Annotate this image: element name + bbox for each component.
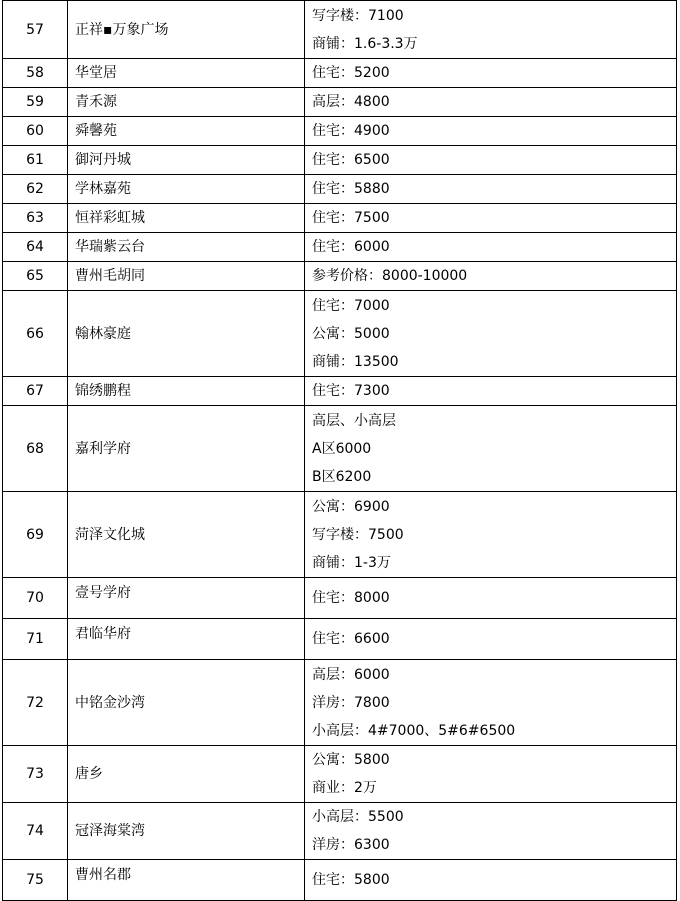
- price-cell: [305, 746, 677, 803]
- table-row: [3, 291, 677, 377]
- price-line: 住宅：8000: [312, 590, 390, 606]
- row-number: 60: [3, 117, 68, 146]
- project-name: 曹州毛胡同: [68, 262, 305, 291]
- row-number: 57: [3, 1, 68, 59]
- row-number: 70: [3, 578, 68, 619]
- row-number: 62: [3, 175, 68, 204]
- project-name: 唐乡: [68, 746, 305, 803]
- table-row: [3, 578, 677, 619]
- row-number: 69: [3, 492, 68, 578]
- price-line: 写字楼：7100: [312, 7, 404, 24]
- row-number: 59: [3, 88, 68, 117]
- price-line: 高层：4800: [312, 94, 390, 110]
- price-cell: [305, 117, 677, 146]
- price-cell: [305, 291, 677, 377]
- price-cell: [305, 204, 677, 233]
- price-cell: [305, 492, 677, 578]
- row-number: 67: [3, 377, 68, 406]
- price-line: 住宅：7500: [312, 210, 390, 226]
- project-name: 翰林豪庭: [68, 291, 305, 377]
- price-line: 洋房：6300: [312, 837, 390, 853]
- price-cell: [305, 406, 677, 492]
- project-name: 华瑞紫云台: [68, 233, 305, 262]
- project-name: 正祥▪万象广场: [68, 1, 305, 59]
- table-row: [3, 746, 677, 803]
- price-cell: [305, 860, 677, 901]
- price-line: 住宅：5880: [312, 181, 390, 197]
- row-number: 65: [3, 262, 68, 291]
- table-row: [3, 175, 677, 204]
- table-row: [3, 88, 677, 117]
- price-line: 参考价格：8000-10000: [312, 268, 468, 284]
- price-cell: [305, 175, 677, 204]
- price-line: 住宅：7000: [312, 297, 390, 314]
- price-line: 住宅：4900: [312, 123, 390, 139]
- table-row: [3, 233, 677, 262]
- row-number: 61: [3, 146, 68, 175]
- project-name: 锦绣鹏程: [68, 377, 305, 406]
- project-name: 青禾源: [68, 88, 305, 117]
- price-line: 公寓：6900: [312, 498, 390, 515]
- price-cell: [305, 660, 677, 746]
- price-line: 住宅：6000: [312, 239, 390, 255]
- price-line: 洋房：7800: [312, 694, 390, 711]
- price-line: B区6200: [312, 468, 372, 485]
- price-cell: [305, 233, 677, 262]
- table-row: [3, 660, 677, 746]
- row-number: 72: [3, 660, 68, 746]
- price-line: 小高层：5500: [312, 809, 404, 825]
- table-row: [3, 860, 677, 901]
- project-name: 嘉利学府: [68, 406, 305, 492]
- project-name: 御河丹城: [68, 146, 305, 175]
- price-line: 商铺：1-3万: [312, 554, 391, 571]
- price-cell: [305, 803, 677, 860]
- project-name: 壹号学府: [68, 578, 305, 619]
- price-line: 小高层：4#7000、5#6#6500: [312, 722, 516, 739]
- price-cell: [305, 146, 677, 175]
- project-name: 曹州名郡: [68, 860, 305, 901]
- project-name: 恒祥彩虹城: [68, 204, 305, 233]
- project-name: 华堂居: [68, 59, 305, 88]
- project-name: 君临华府: [68, 619, 305, 660]
- table-row: [3, 803, 677, 860]
- table-row: [3, 619, 677, 660]
- price-cell: [305, 59, 677, 88]
- table-row: [3, 492, 677, 578]
- project-name: 舜馨苑: [68, 117, 305, 146]
- price-cell: [305, 88, 677, 117]
- table-row: [3, 204, 677, 233]
- table-row: [3, 1, 677, 59]
- price-line: 商业：2万: [312, 780, 377, 796]
- row-number: 75: [3, 860, 68, 901]
- table-row: [3, 59, 677, 88]
- price-line: A区6000: [312, 440, 372, 457]
- price-line: 商铺：13500: [312, 353, 399, 370]
- project-name: 菏泽文化城: [68, 492, 305, 578]
- row-number: 71: [3, 619, 68, 660]
- row-number: 66: [3, 291, 68, 377]
- table-row: [3, 406, 677, 492]
- table-row: [3, 262, 677, 291]
- table-row: [3, 377, 677, 406]
- price-cell: [305, 262, 677, 291]
- row-number: 68: [3, 406, 68, 492]
- price-line: 高层、小高层: [312, 412, 396, 429]
- price-cell: [305, 377, 677, 406]
- price-line: 住宅：7300: [312, 383, 390, 399]
- price-line: 商铺：1.6-3.3万: [312, 35, 418, 52]
- price-line: 住宅：6500: [312, 152, 390, 168]
- project-name: 中铭金沙湾: [68, 660, 305, 746]
- price-line: 公寓：5000: [312, 325, 390, 342]
- row-number: 63: [3, 204, 68, 233]
- project-name: 学林嘉苑: [68, 175, 305, 204]
- price-line: 高层：6000: [312, 666, 390, 683]
- price-table: [2, 0, 677, 901]
- price-line: 写字楼：7500: [312, 526, 404, 543]
- price-cell: [305, 578, 677, 619]
- price-line: 公寓：5800: [312, 752, 390, 768]
- price-cell: [305, 619, 677, 660]
- row-number: 64: [3, 233, 68, 262]
- row-number: 58: [3, 59, 68, 88]
- row-number: 73: [3, 746, 68, 803]
- price-cell: [305, 1, 677, 59]
- table-row: [3, 146, 677, 175]
- price-line: 住宅：5200: [312, 65, 390, 81]
- row-number: 74: [3, 803, 68, 860]
- project-name: 冠泽海棠湾: [68, 803, 305, 860]
- table-row: [3, 117, 677, 146]
- price-line: 住宅：6600: [312, 631, 390, 647]
- price-line: 住宅：5800: [312, 872, 390, 888]
